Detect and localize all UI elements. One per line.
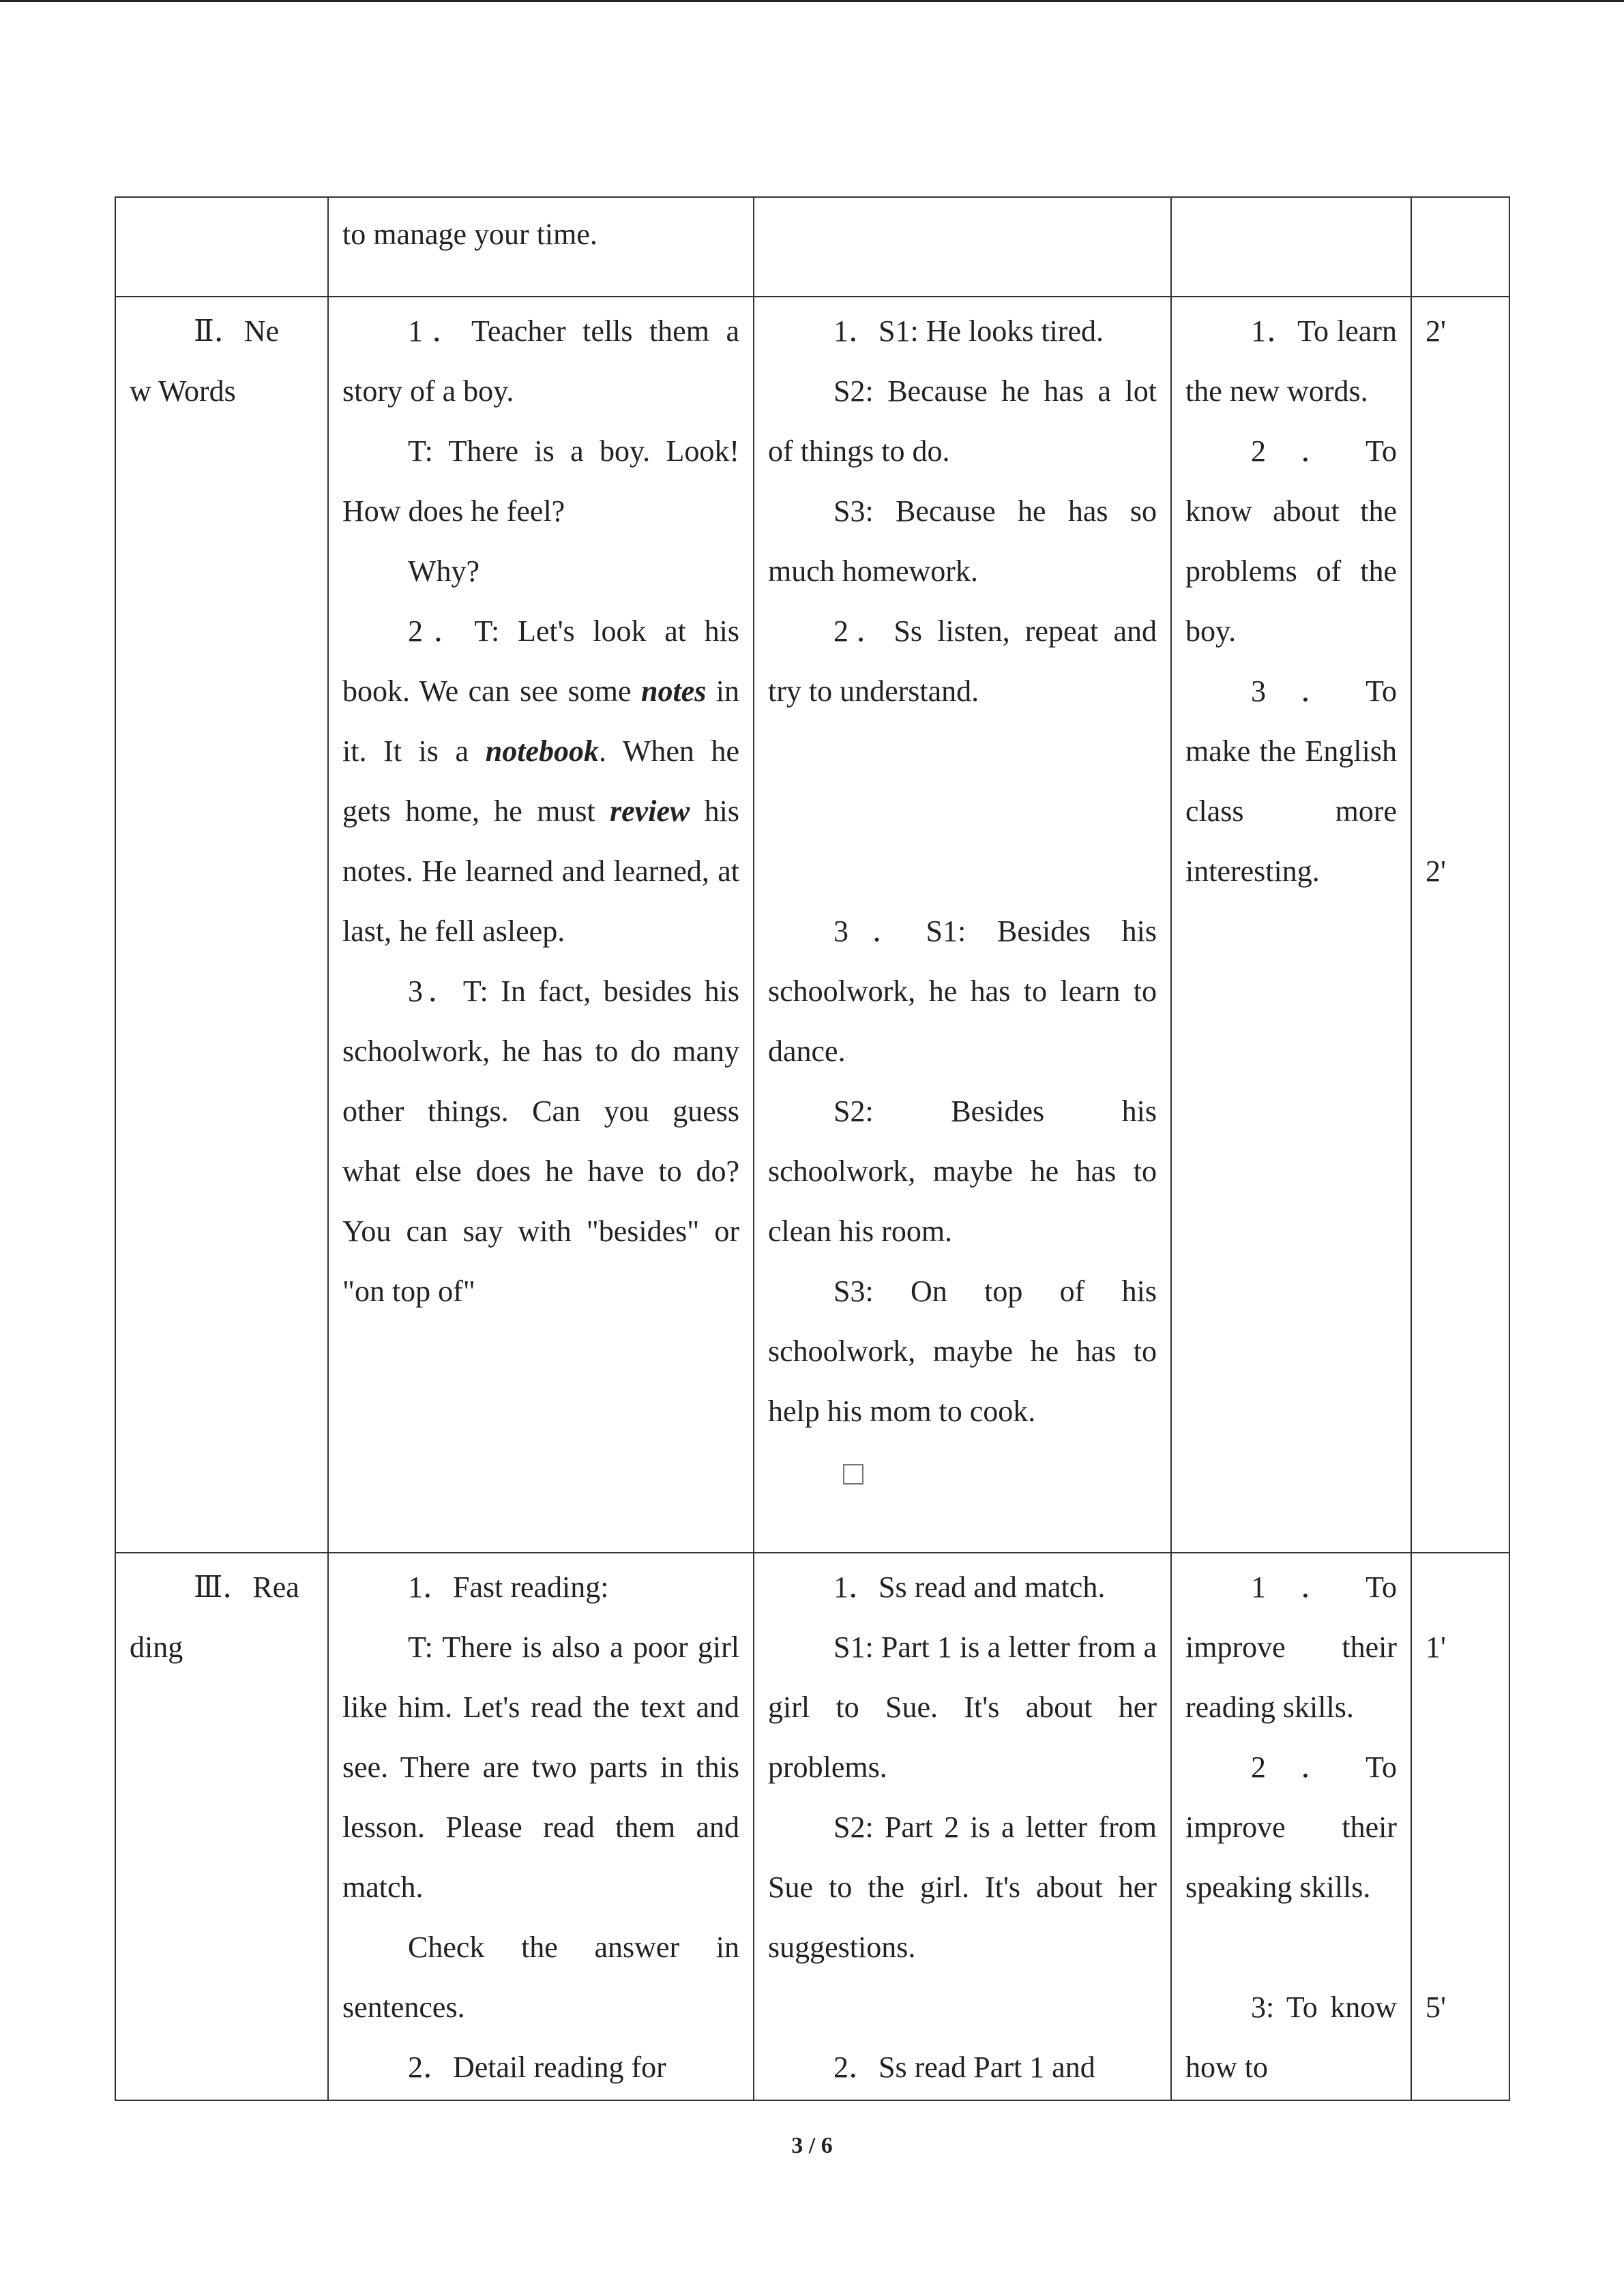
teacher-step-notes: 2．T: Let's look at his book. We can see some notes in it. It is a notebook. When he gets home, he must review his notes. He learned and learned, at last, he fell asleep. (342, 614, 740, 948)
teacher-step: T: There is a boy. Look! How does he feel? (342, 434, 739, 528)
teacher-step: T: There is also a poor girl like him. Let's read the text and see. There are two parts in this lesson. Please read them and match. (342, 1630, 739, 1904)
cell-teacher-continued (328, 197, 754, 297)
purpose-item: 3: To know how to (1185, 1991, 1397, 2084)
purpose-item: 1．To learn the new words. (1185, 314, 1397, 408)
teacher-step: 3．T: In fact, besides his schoolwork, he has to do many other things. Can you guess what else does he have to do? You can say with "besides" or "on top of" (342, 974, 739, 1308)
table-row-reading (115, 1553, 1509, 2100)
vocab-review: review (610, 794, 690, 828)
time-value: 1' (1426, 1630, 1446, 1664)
page-number: 3 / 6 (791, 2133, 833, 2158)
checkbox-glyph (843, 1464, 863, 1485)
cell-purpose-empty (1171, 197, 1411, 297)
student-response: 2．Ss read Part 1 and (833, 2051, 1095, 2084)
cell-teacher-reading (328, 1553, 754, 2100)
purpose-item: 3．To make the English class more interesting. (1185, 674, 1397, 888)
purpose-item: 2．To know about the problems of the boy. (1185, 434, 1397, 648)
time-value: 2' (1426, 854, 1446, 888)
continued-text: to manage your time. (342, 218, 597, 251)
vocab-notebook: notebook (485, 734, 599, 768)
cell-time-new-words (1411, 297, 1509, 1553)
cell-teacher-new-words (328, 297, 754, 1553)
teacher-step: Why? (408, 554, 480, 588)
cell-time-reading (1411, 1553, 1509, 2100)
lesson-plan-table (115, 196, 1509, 2098)
cell-stage-empty (115, 197, 328, 297)
cell-students-empty (754, 197, 1171, 297)
top-border-line (0, 0, 1624, 2)
time-value: 5' (1426, 1991, 1446, 2024)
purpose-item: 1．To improve their reading skills. (1185, 1570, 1397, 1724)
cell-time-empty (1411, 197, 1509, 297)
cell-stage-reading (115, 1553, 328, 2100)
student-response: S2: Part 2 is a letter from Sue to the girl. It's about her suggestions. (768, 1810, 1157, 1964)
teacher-step: 1．Teacher tells them a story of a boy. (342, 314, 739, 408)
student-response: S3: On top of his schoolwork, maybe he has to help his mom to cook. (768, 1274, 1157, 1428)
table-row-new-words (115, 297, 1509, 1553)
student-response: S1: Part 1 is a letter from a girl to Sue. It's about her problems. (768, 1630, 1157, 1784)
cell-students-new-words (754, 297, 1171, 1553)
time-value: 2' (1426, 314, 1446, 348)
teacher-step: 1．Fast reading: (408, 1570, 609, 1604)
purpose-item: 2．To improve their speaking skills. (1185, 1750, 1397, 1904)
cell-purpose-new-words (1171, 297, 1411, 1553)
student-response: 1．S1: He looks tired. (833, 314, 1104, 348)
vocab-notes: notes (640, 674, 707, 708)
student-response: 3．S1: Besides his schoolwork, he has to learn to dance. (768, 914, 1157, 1068)
stage-label-part1: Ⅲ．Rea (194, 1570, 299, 1604)
cell-students-reading (754, 1553, 1171, 2100)
table-row-continued (115, 197, 1509, 297)
stage-label-part2: ding (130, 1630, 183, 1664)
student-response: S2: Besides his schoolwork, maybe he has to clean his room. (768, 1094, 1157, 1248)
student-response: S2: Because he has a lot of things to do. (768, 374, 1157, 468)
cell-stage-new-words (115, 297, 328, 1553)
student-response: S3: Because he has so much homework. (768, 494, 1157, 588)
cell-purpose-reading (1171, 1553, 1411, 2100)
student-response: 2．Ss listen, repeat and try to understand. (768, 614, 1157, 708)
stage-label-part1: Ⅱ．Ne (194, 314, 280, 348)
student-response: 1．Ss read and match. (833, 1570, 1106, 1604)
teacher-step: Check the answer in sentences. (342, 1930, 739, 2024)
teacher-step: 2．Detail reading for (408, 2051, 666, 2084)
stage-label-part2: w Words (130, 374, 236, 408)
